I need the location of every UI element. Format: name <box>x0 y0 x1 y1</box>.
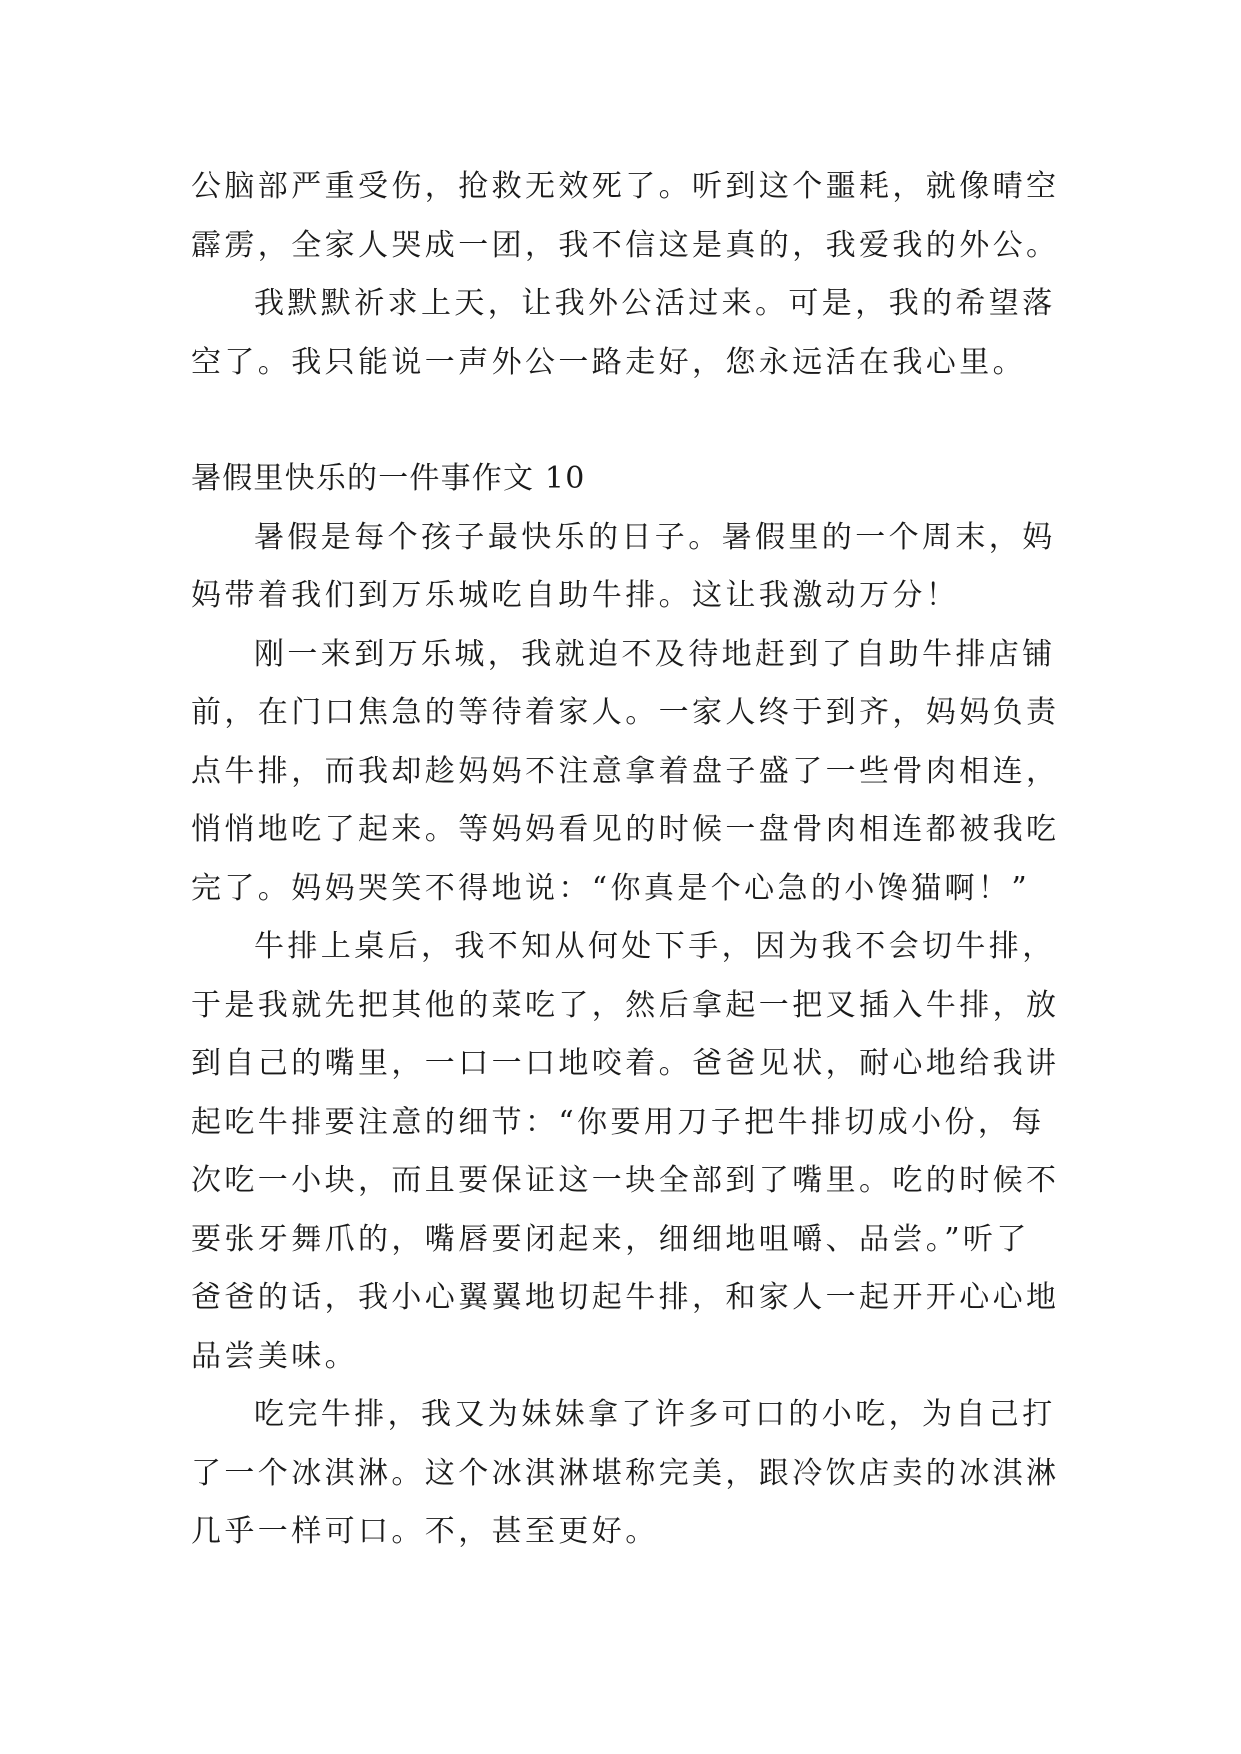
paragraph <box>191 275 1071 392</box>
text-line: 霹雳，全家人哭成一团，我不信这是真的，我爱我的外公。 <box>191 227 1060 263</box>
paragraph <box>191 509 1071 626</box>
text-line: 要张牙舞爪的，嘴唇要闭起来，细细地咀嚼、品尝。”听了 <box>191 1221 1030 1257</box>
text-line: 到自己的嘴里，一口一口地咬着。爸爸见状，耐心地给我讲 <box>191 1046 1060 1081</box>
text-line: 公脑部严重受伤，抢救无效死了。听到这个噩耗，就像晴空 <box>191 169 1060 204</box>
paragraph <box>191 1386 1071 1562</box>
document-body <box>191 158 1071 1562</box>
text-line: 我默默祈求上天，让我外公活过来。可是，我的希望落 <box>254 286 1056 321</box>
paragraph <box>191 158 1071 275</box>
text-line: 次吃一小块，而且要保证这一块全部到了嘴里。吃的时候不 <box>191 1163 1060 1198</box>
essay-title: 暑假里快乐的一件事作文 10 <box>191 461 586 496</box>
section-spacer <box>191 392 1071 450</box>
text-line: 前，在门口焦急的等待着家人。一家人终于到齐，妈妈负责 <box>191 695 1060 730</box>
text-line: 妈带着我们到万乐城吃自助牛排。这让我激动万分！ <box>191 578 960 613</box>
text-line: 悄悄地吃了起来。等妈妈看见的时候一盘骨肉相连都被我吃 <box>191 812 1060 847</box>
text-line: 起吃牛排要注意的细节：“你要用刀子把牛排切成小份，每 <box>191 1104 1045 1140</box>
text-line: 完了。妈妈哭笑不得地说：“你真是个心急的小馋猫啊！” <box>191 870 1031 906</box>
text-line: 刚一来到万乐城，我就迫不及待地赶到了自助牛排店铺 <box>254 636 1056 672</box>
text-line: 爸爸的话，我小心翼翼地切起牛排，和家人一起开开心心地 <box>191 1280 1060 1315</box>
paragraph <box>191 918 1071 1386</box>
text-line: 点牛排，而我却趁妈妈不注意拿着盘子盛了一些骨肉相连， <box>191 753 1060 789</box>
text-line: 几乎一样可口。不，甚至更好。 <box>191 1514 659 1549</box>
paragraph <box>191 626 1071 919</box>
text-line: 吃完牛排，我又为妹妹拿了许多可口的小吃，为自己打 <box>254 1397 1056 1432</box>
text-line: 暑假是每个孩子最快乐的日子。暑假里的一个周末，妈 <box>254 519 1056 555</box>
text-line: 牛排上桌后，我不知从何处下手，因为我不会切牛排， <box>254 929 1056 964</box>
text-line: 品尝美味。 <box>191 1338 358 1374</box>
text-line: 于是我就先把其他的菜吃了，然后拿起一把叉插入牛排，放 <box>191 987 1060 1023</box>
text-line: 了一个冰淇淋。这个冰淇淋堪称完美，跟冷饮店卖的冰淇淋 <box>191 1455 1060 1491</box>
text-line: 空了。我只能说一声外公一路走好，您永远活在我心里。 <box>191 344 1026 380</box>
